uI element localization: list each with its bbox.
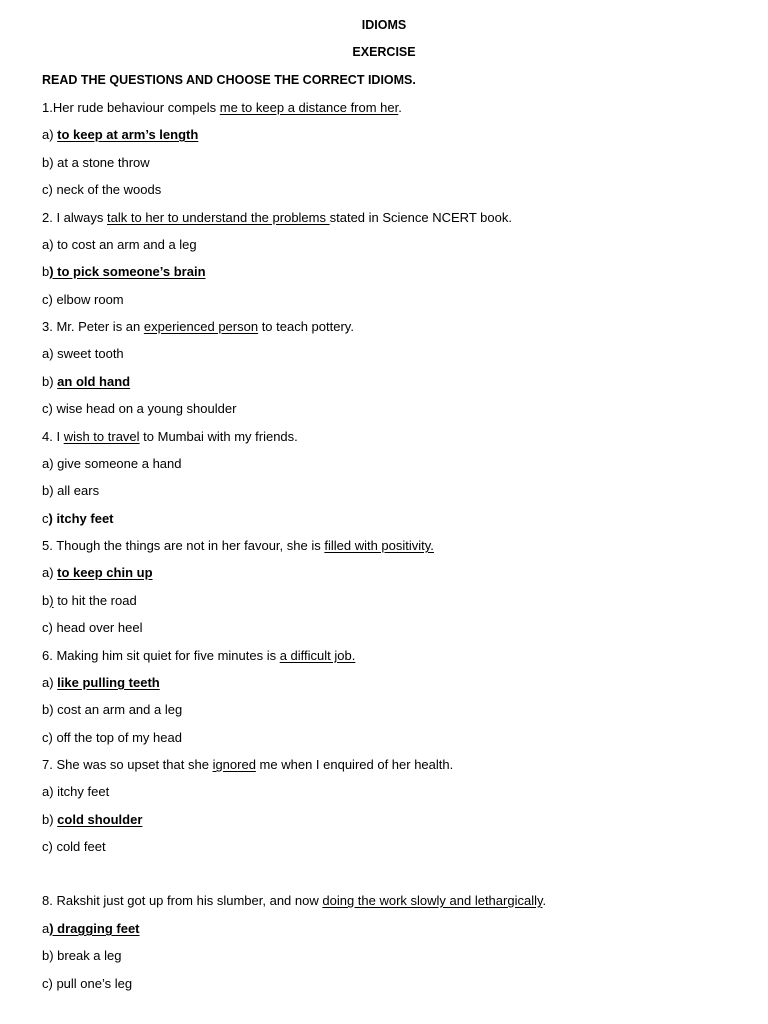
correct-answer: ) to pick someone’s brain [49,264,206,279]
q5-option-a: a) to keep chin up [42,565,153,580]
correct-answer: to keep chin up [57,565,153,580]
q6-option-a: a) like pulling teeth [42,675,160,690]
correct-answer: an old hand [57,374,131,389]
question-2: 2. I always talk to her to understand the problems stated in Science NCERT book. [42,210,512,225]
q6-option-b: b) cost an arm and a leg [42,702,183,717]
q2-option-c: c) elbow room [42,292,124,307]
underlined-phrase: ignored [212,757,256,772]
doc-title: IDIOMS [361,18,407,32]
question-7: 7. She was so upset that she ignored me when I enquired of her health. [42,757,454,772]
q2-option-a: a) to cost an arm and a leg [42,237,197,252]
q5-option-c: c) head over heel [42,620,143,635]
question-1: 1.Her rude behaviour compels me to keep a distance from her. [42,100,402,115]
underlined-phrase: a difficult job. [279,648,356,663]
underlined-phrase: filled with positivity. [324,538,434,553]
underlined-phrase: talk to her to understand the problems [107,210,330,225]
q4-option-a: a) give someone a hand [42,456,182,471]
q3-option-a: a) sweet tooth [42,346,124,361]
q4-option-c: c) itchy feet [42,511,114,526]
q1-option-a: a) to keep at arm’s length [42,127,199,142]
q7-option-b: b) cold shoulder [42,812,143,827]
correct-answer: ) itchy feet [48,511,114,526]
correct-answer: like pulling teeth [57,675,160,690]
underlined-phrase: me to keep a distance from her [219,100,399,115]
q1-option-c: c) neck of the woods [42,182,162,197]
q7-option-c: c) cold feet [42,839,106,854]
correct-answer: to keep at arm’s length [57,127,199,142]
question-4: 4. I wish to travel to Mumbai with my friends. [42,429,298,444]
q7-option-a: a) itchy feet [42,784,110,799]
correct-answer: ) dragging feet [49,921,140,936]
q2-option-b: b) to pick someone’s brain [42,264,206,279]
doc-subtitle: EXERCISE [352,45,416,59]
q8-option-a: a) dragging feet [42,921,140,936]
underlined-phrase: experienced person [143,319,259,334]
q3-option-b: b) an old hand [42,374,131,389]
question-8: 8. Rakshit just got up from his slumber, and now doing the work slowly and lethargically. [42,893,547,908]
q8-option-c: c) pull one’s leg [42,976,133,991]
question-5: 5. Though the things are not in her favour, she is filled with positivity. [42,538,434,553]
instruction: READ THE QUESTIONS AND CHOOSE THE CORRECT IDIOMS. [42,73,416,87]
question-6: 6. Making him sit quiet for five minutes is a difficult job. [42,648,356,663]
q5-option-b: b) to hit the road [42,593,137,608]
q3-option-c: c) wise head on a young shoulder [42,401,237,416]
q6-option-c: c) off the top of my head [42,730,182,745]
q8-option-b: b) break a leg [42,948,122,963]
correct-answer: cold shoulder [57,812,143,827]
q1-option-b: b) at a stone throw [42,155,150,170]
underlined-phrase: doing the work slowly and lethargically [322,893,543,908]
question-3: 3. Mr. Peter is an experienced person to teach pottery. [42,319,354,334]
q4-option-b: b) all ears [42,483,100,498]
underlined-phrase: wish to travel [63,429,140,444]
